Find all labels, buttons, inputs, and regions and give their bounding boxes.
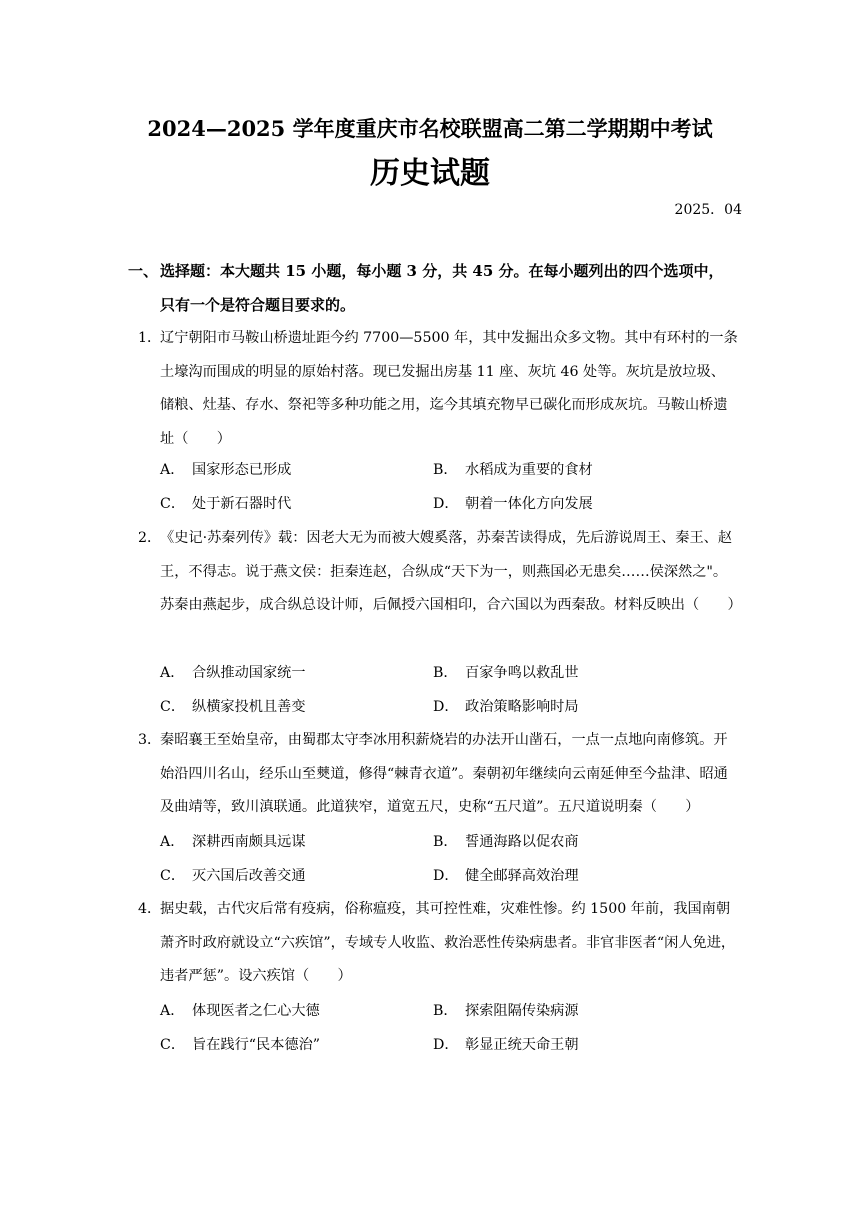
question-1: [138, 322, 738, 456]
option-b[interactable]: B． 百家争鸣以救乱世: [433, 665, 579, 681]
option-c[interactable]: C． 处于新石器时代: [160, 496, 292, 512]
option-d[interactable]: D． 朝着一体化方向发展: [433, 496, 593, 512]
exam-title: 2024—2025 学年度重庆市名校联盟高二第二学期期中考试: [147, 116, 713, 141]
option-c[interactable]: C． 纵横家投机且善变: [160, 699, 306, 715]
option-a[interactable]: A． 合纵推动国家统一: [160, 665, 306, 681]
section-heading: [128, 254, 738, 322]
option-a[interactable]: A． 深耕西南颇具远谋: [160, 834, 306, 850]
question-number: 2．: [138, 530, 162, 546]
question-stem: 《史记·苏秦列传》载：因老大无为而被大嫂奚落，苏秦苦读得成，先后游说周王、秦王、赵王，不得志。说于燕文侯：拒秦连赵，合纵成“天下为一，则燕国必无患矣……侯深然之"。苏秦由燕起步，成合纵总设计师，后佩授六国相印，合六国以为西秦敌。材料反映出（ ）: [160, 530, 742, 614]
option-c[interactable]: C． 旨在践行“民本德治”: [160, 1037, 321, 1053]
option-b[interactable]: B． 誓通海路以促农商: [433, 834, 579, 850]
option-b[interactable]: B． 探索阻隔传染病源: [433, 1003, 579, 1019]
option-a[interactable]: A． 国家形态已形成: [160, 462, 292, 478]
option-d[interactable]: D． 健全邮驿高效治理: [433, 868, 579, 884]
section-number: 一、: [128, 262, 159, 280]
option-a[interactable]: A． 体现医者之仁心大德: [160, 1003, 320, 1019]
option-b[interactable]: B． 水稻成为重要的食材: [433, 462, 593, 478]
option-c[interactable]: C． 灭六国后改善交通: [160, 868, 306, 884]
option-d[interactable]: D． 政治策略影响时局: [433, 699, 579, 715]
option-d[interactable]: D． 彰显正统天命王朝: [433, 1037, 579, 1053]
question-number: 4．: [138, 901, 162, 917]
question-4: [138, 893, 738, 994]
section-instructions: 选择题：本大题共 15 小题，每小题 3 分，共 45 分。在每小题列出的四个选项中，只有一个是符合题目要求的。: [160, 262, 724, 314]
question-number: 1．: [138, 330, 162, 346]
question-number: 3．: [138, 732, 162, 748]
question-3: [138, 724, 738, 825]
question-stem: 辽宁朝阳市马鞍山桥遗址距今约 7700—5500 年，其中发掘出众多文物。其中有环村的一条土壕沟而围成的明显的原始村落。现已发掘出房基 11 座、灰坑 46 处等。灰坑是放垃圾、储粮、灶基、存水、祭祀等多种功能之用，迄今其填充物早已碳化而形成灰坑。马鞍山桥遗址（ ）: [160, 330, 738, 447]
question-stem: 据史载，古代灾后常有疫病，俗称瘟疫，其可控性难，灾难性惨。约 1500 年前，我国南朝萧齐时政府就设立“六疾馆”，专域专人收监、救治恶性传染病患者。非官非医者“闲人免进，违者严惩”。设六疾馆（ ）: [160, 901, 736, 985]
question-stem: 秦昭襄王至始皇帝，由蜀郡太守李冰用积薪烧岩的办法开山凿石，一点一点地向南修筑。开始沿四川名山，经乐山至僰道，修得“棘青衣道”。秦朝初年继续向云南延伸至今盐津、昭通及曲靖等，致川滇联通。此道狭窄，道宽五尺，史称“五尺道”。五尺道说明秦（ ）: [160, 732, 728, 816]
subject-title: 历史试题: [370, 156, 490, 191]
exam-date: 2025．04: [674, 202, 742, 218]
question-2: [138, 522, 742, 623]
